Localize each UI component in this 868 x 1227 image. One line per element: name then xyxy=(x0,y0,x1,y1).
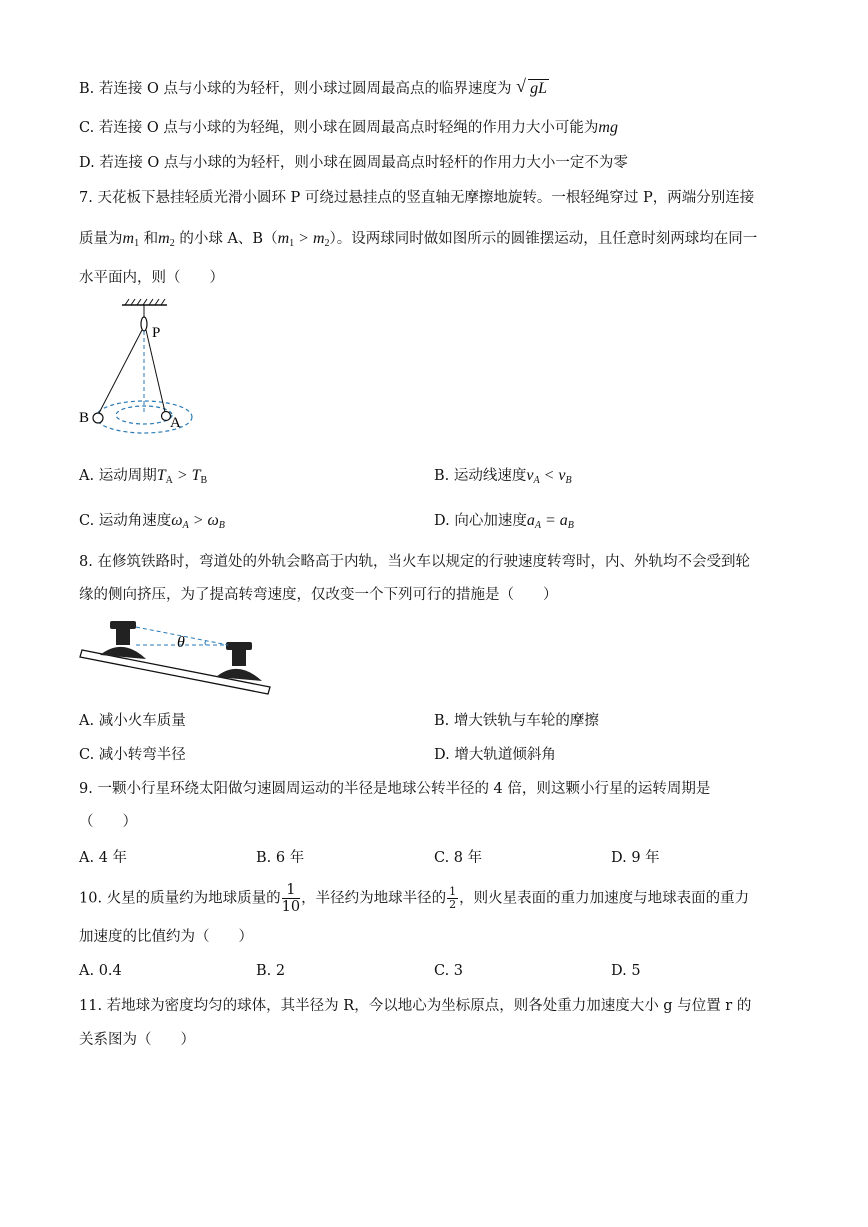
q6-option-d: D. 若连接 O 点与小球的为轻杆，则小球在圆周最高点时轻杆的作用力大小一定不为零 xyxy=(79,155,628,171)
q10-option-a: A. 0.4 xyxy=(79,963,122,979)
q7-option-b: B. 运动线速度vA < vB xyxy=(434,467,572,486)
q8-option-b: B. 增大铁轨与车轮的摩擦 xyxy=(434,713,599,729)
label-a: A xyxy=(170,415,181,431)
q8-option-c: C. 减小转弯半径 xyxy=(79,747,186,763)
conical-pendulum-figure xyxy=(75,295,225,450)
q9-stem-line2: （ ） xyxy=(79,814,137,830)
rail-incline-figure xyxy=(78,615,278,700)
q6-option-b-text: B. 若连接 O 点与小球的为轻杆，则小球过圆周最高点的临界速度为 xyxy=(79,81,512,97)
q7-option-d: D. 向心加速度aA = aB xyxy=(434,512,574,531)
q6-option-c xyxy=(79,118,618,138)
q7-option-c: C. 运动角速度ωA > ωB xyxy=(79,512,225,531)
math-mg: mg xyxy=(598,119,618,136)
theta-label: θ xyxy=(177,634,185,651)
q7-stem-line1: 7. 天花板下悬挂轻质光滑小圆环 P 可绕过悬挂点的竖直轴无摩擦地旋转。一根轻绳穿过 P，两端分别连接 xyxy=(79,190,755,206)
label-p: P xyxy=(152,325,161,341)
q10-option-c: C. 3 xyxy=(434,963,464,979)
q7-stem-line3: 水平面内，则（ ） xyxy=(79,270,224,286)
q8-stem-line2: 缘的侧向挤压，为了提高转弯速度，仅改变一个下列可行的措施是（ ） xyxy=(79,587,558,603)
q9-option-d: D. 9 年 xyxy=(611,850,660,866)
q6-option-c-text: C. 若连接 O 点与小球的为轻绳，则小球在圆周最高点时轻绳的作用力大小可能为 xyxy=(79,120,599,136)
q9-option-c: C. 8 年 xyxy=(434,850,483,866)
q11-stem-line2: 关系图为（ ） xyxy=(79,1032,195,1048)
q8-option-d: D. 增大轨道倾斜角 xyxy=(434,747,556,763)
q8-option-a: A. 减小火车质量 xyxy=(79,713,186,729)
q9-option-a: A. 4 年 xyxy=(79,850,128,866)
q6-option-b xyxy=(79,76,549,99)
label-b: B xyxy=(79,410,90,426)
q10-option-d: D. 5 xyxy=(611,963,641,979)
rail-right xyxy=(216,642,262,681)
q10-stem-line1: 10. 火星的质量约为地球质量的 $\frac{1}{10}$ ，半径约为地球半径的 $\frac{1}{2}$ ，则火星表面的重力加速度与地球表面的重力 xyxy=(79,882,750,915)
q10-stem-line2: 加速度的比值约为（ ） xyxy=(79,929,253,945)
q7-option-a: A. 运动周期$T_A > T_B$ xyxy=(79,467,208,486)
ball-b xyxy=(93,413,103,423)
q7-stem-line2: 质量为$m_1$ 和$m_2$ 的小球 A、$B(m_1 > m_2)$。设两球同时做如图所示的圆锥摆运动，且任意时刻两球均在同一 xyxy=(79,230,758,249)
rail-left xyxy=(100,621,146,659)
q9-stem-line1: 9. 一颗小行星环绕太阳做匀速圆周运动的半径是地球公转半径的 4 倍，则这颗小行星的运转周期是 xyxy=(79,781,711,797)
fraction-one-tenth: $\frac{1}{10}$ xyxy=(281,882,301,915)
q10-option-b: B. 2 xyxy=(256,963,286,979)
q9-option-b: B. 6 年 xyxy=(256,850,305,866)
ring-p xyxy=(141,317,147,331)
fraction-one-half: $\frac{1}{2}$ xyxy=(449,885,457,911)
q8-stem-line1: 8. 在修筑铁路时，弯道处的外轨会略高于内轨，当火车以规定的行驶速度转弯时，内、外轨均不会受到轮 xyxy=(79,554,750,570)
sqrt-expression: √ gL xyxy=(516,76,547,97)
q11-stem-line1: 11. 若地球为密度均匀的球体，其半径为 R，今以地心为坐标原点，则各处重力加速度大小 g 与位置 r 的 xyxy=(79,998,752,1014)
